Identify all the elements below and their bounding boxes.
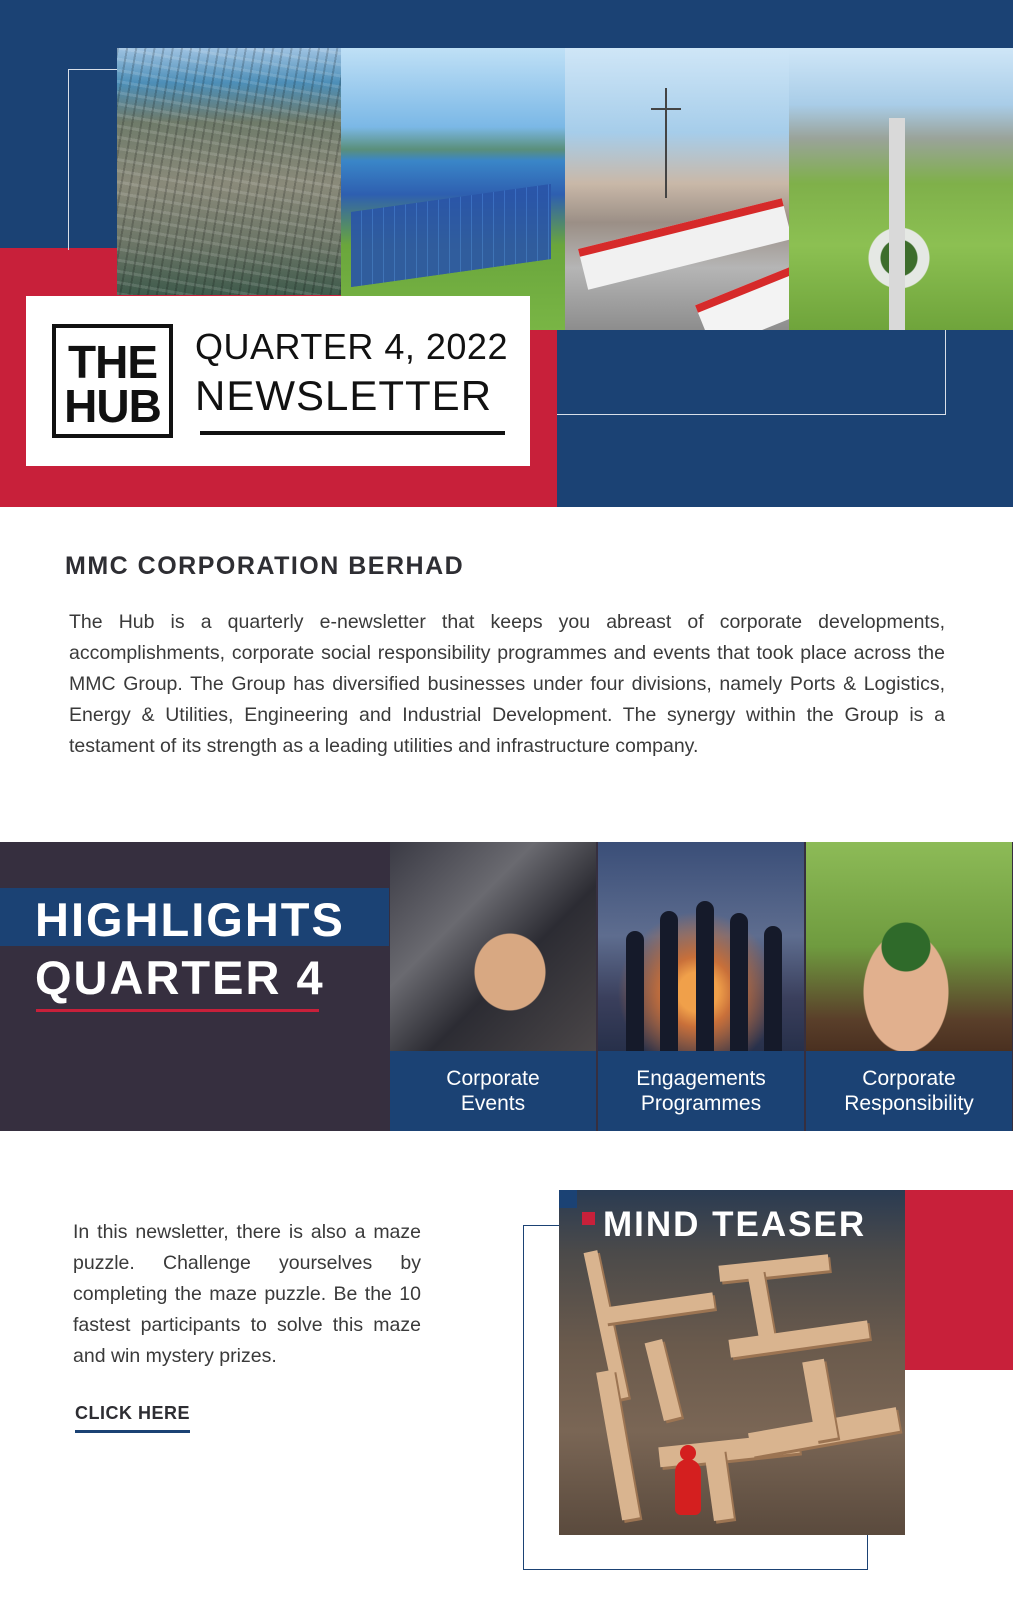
header-banner: [0, 0, 1013, 507]
the-hub-logo: [52, 324, 173, 438]
card-label: Engagements: [636, 1067, 766, 1090]
train: [695, 264, 789, 330]
intro-paragraph: The Hub is a quarterly e-newsletter that keeps you abreast of corporate developments, accomplishments, corporate social responsibility programmes and events that took place across the MMC Group. The Group has diversified businesses under four divisions, namely Ports & Logistics, Energy & Utilities, Engineering and Industrial Development. The synergy within the Group is a testament of its strength as a leading utilities and infrastructure company.: [69, 611, 945, 757]
maze-block: [728, 1320, 869, 1357]
card-label: Corporate: [862, 1067, 956, 1090]
newsletter-title: NEWSLETTER: [195, 372, 493, 419]
corporate-events-card[interactable]: [390, 1051, 596, 1131]
logo-line: HUB: [64, 380, 161, 432]
red-accent-block: [886, 1190, 1013, 1370]
corner-square: [559, 1190, 577, 1208]
pawn-body: [675, 1459, 701, 1515]
corporate-responsibility-card[interactable]: [806, 1051, 1012, 1131]
mind-teaser-title: MIND TEASER: [603, 1205, 867, 1244]
highlights-underline: [36, 1009, 319, 1012]
red-pawn-icon: [673, 1445, 703, 1515]
silhouette: [730, 913, 748, 1051]
solar-farm-photo: [341, 48, 565, 330]
pylon: [651, 108, 681, 110]
teaser-description: In this newsletter, there is also a maze puzzle. Challenge yourselves by completing the maze puzzle. Be the 10 fastest participants to solve this maze and win mystery prizes.: [73, 1221, 421, 1367]
highlights-subtitle: QUARTER 4: [35, 951, 325, 1004]
card-label: Responsibility: [844, 1092, 974, 1115]
silhouette: [696, 901, 714, 1051]
maze-block: [603, 1292, 714, 1323]
red-square-icon: [582, 1212, 595, 1225]
train: [578, 198, 789, 290]
engagements-programmes-card[interactable]: [598, 1051, 804, 1131]
port-aerial-photo: [117, 48, 341, 295]
newsletter-quarter: QUARTER 4, 2022: [195, 326, 508, 367]
team-celebration-photo[interactable]: [598, 842, 804, 1051]
title-underline: [200, 431, 505, 435]
road: [889, 118, 905, 330]
silhouette: [764, 926, 782, 1051]
handshake-photo[interactable]: [390, 842, 596, 1051]
silhouette: [660, 911, 678, 1051]
card-label: Events: [460, 1092, 526, 1115]
industrial-park-photo: [789, 48, 1013, 330]
pylon: [665, 88, 667, 198]
decorative-outline: [68, 69, 119, 250]
logo-line: THE: [68, 336, 157, 388]
solar-panels: [351, 184, 551, 287]
hands-with-plant-photo[interactable]: [806, 842, 1012, 1051]
decorative-outline: [867, 1535, 868, 1570]
maze-block: [596, 1370, 640, 1521]
lrt-train-photo: [565, 48, 789, 330]
maze-block: [718, 1254, 829, 1281]
decorative-outline: [557, 330, 946, 415]
maze-block: [645, 1339, 682, 1421]
company-heading: MMC CORPORATION BERHAD: [65, 552, 465, 580]
click-here-link[interactable]: CLICK HERE: [75, 1403, 190, 1433]
highlights-title: HIGHLIGHTS: [35, 893, 345, 946]
card-label: Corporate: [446, 1067, 540, 1090]
silhouette: [626, 931, 644, 1051]
card-label: Programmes: [640, 1092, 762, 1115]
